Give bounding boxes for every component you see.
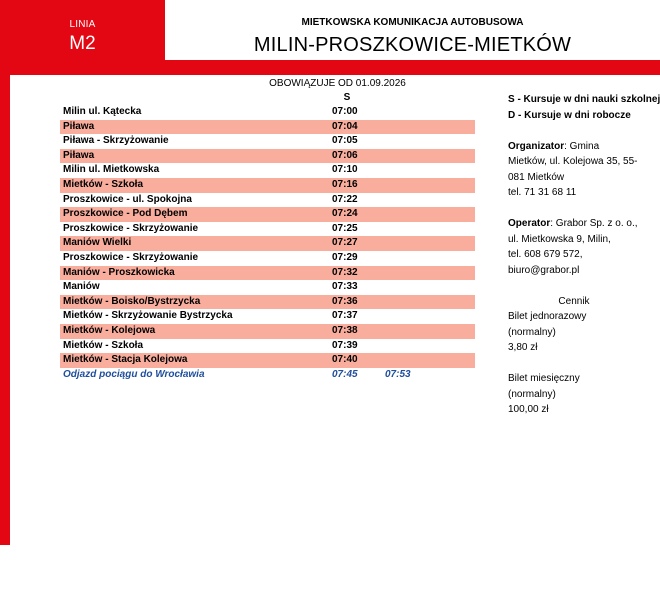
organizer-block bbox=[508, 139, 660, 201]
stop-name: Proszkowice - Pod Dębem bbox=[63, 208, 188, 220]
departure-time: 07:27 bbox=[332, 237, 358, 249]
table-row bbox=[60, 134, 475, 149]
table-row bbox=[60, 193, 475, 208]
stop-name: Milin ul. Kątecka bbox=[63, 106, 142, 117]
info-panel bbox=[508, 92, 660, 418]
stop-name: Maniów Wielki bbox=[63, 237, 132, 249]
departure-time: 07:00 bbox=[332, 106, 358, 117]
organizer-line3: 081 Mietków bbox=[508, 171, 565, 183]
departure-time: 07:29 bbox=[332, 251, 358, 263]
stop-name: Piława bbox=[63, 120, 95, 132]
table-row bbox=[60, 251, 475, 266]
table-row bbox=[60, 149, 475, 164]
departure-time: 07:33 bbox=[332, 281, 358, 293]
stop-name: Proszkowice - Skrzyżowanie bbox=[63, 251, 199, 263]
company-name: MIETKOWSKA KOMUNIKACJA AUTOBUSOWA bbox=[301, 17, 524, 28]
stop-name: Mietków - Kolejowa bbox=[63, 324, 156, 336]
line-label: LINIA bbox=[69, 19, 96, 30]
table-row bbox=[60, 353, 475, 368]
table-row bbox=[60, 324, 475, 339]
stop-name: Maniów bbox=[63, 281, 100, 293]
table-row bbox=[60, 309, 475, 324]
departure-time: 07:37 bbox=[332, 310, 358, 322]
organizer-label: Organizator bbox=[508, 140, 565, 152]
stop-name: Mietków - Skrzyżowanie Bystrzycka bbox=[63, 310, 233, 322]
monthly-ticket-type: (normalny) bbox=[508, 388, 556, 400]
monthly-ticket-price: 100,00 zł bbox=[508, 404, 549, 415]
stop-name: Piława bbox=[63, 149, 95, 161]
legend-d: D - Kursuje w dni robocze bbox=[508, 109, 631, 121]
operator-line3: tel. 608 679 572, bbox=[508, 249, 583, 260]
operator-line1: : Grabor Sp. z o. o., bbox=[550, 218, 638, 229]
table-row bbox=[60, 339, 475, 354]
column-header-s: S bbox=[343, 92, 351, 103]
departure-time: 07:40 bbox=[332, 354, 358, 366]
departure-time: 07:05 bbox=[332, 135, 358, 147]
single-ticket-label: Bilet jednorazowy bbox=[508, 311, 587, 322]
operator-block bbox=[508, 216, 660, 278]
stop-name: Mietków - Szkoła bbox=[63, 339, 144, 351]
organizer-line4: tel. 71 31 68 11 bbox=[508, 187, 577, 198]
train-label: Odjazd pociągu do Wrocławia bbox=[63, 368, 205, 380]
single-ticket-type: (normalny) bbox=[508, 326, 556, 338]
departure-time: 07:22 bbox=[332, 193, 358, 205]
stop-name: Milin ul. Mietkowska bbox=[63, 164, 160, 176]
departure-time: 07:16 bbox=[332, 178, 358, 190]
table-row bbox=[60, 295, 475, 310]
left-red-stripe bbox=[0, 0, 10, 545]
organizer-line2: Mietków, ul. Kolejowa 35, 55- bbox=[508, 156, 638, 167]
header-red-band bbox=[0, 60, 660, 75]
monthly-ticket-label: Bilet miesięczny bbox=[508, 373, 580, 384]
table-row bbox=[60, 207, 475, 222]
table-row bbox=[60, 222, 475, 237]
stop-name: Piława - Skrzyżowanie bbox=[63, 135, 169, 147]
operator-line2: ul. Mietkowska 9, Milin, bbox=[508, 233, 611, 245]
table-row bbox=[60, 105, 475, 120]
table-row bbox=[60, 280, 475, 295]
stop-name: Mietków - Szkoła bbox=[63, 178, 144, 190]
table-row bbox=[60, 178, 475, 193]
price-list-title: Cennik bbox=[558, 295, 590, 307]
departure-time: 07:06 bbox=[332, 149, 358, 161]
legend-s: S - Kursuje w dni nauki szkolnej bbox=[508, 94, 660, 105]
valid-from-date: OBOWIĄZUJE OD 01.09.2026 bbox=[269, 78, 406, 89]
table-row bbox=[60, 120, 475, 135]
departure-time: 07:32 bbox=[332, 266, 358, 278]
departure-time: 07:25 bbox=[332, 222, 358, 234]
timetable bbox=[60, 105, 475, 382]
departure-time: 07:38 bbox=[332, 324, 358, 336]
stop-name: Mietków - Boisko/Bystrzycka bbox=[63, 295, 201, 307]
departure-time: 07:04 bbox=[332, 120, 358, 132]
train-connection-row bbox=[60, 368, 475, 383]
table-row bbox=[60, 163, 475, 178]
table-row bbox=[60, 236, 475, 251]
departure-time: 07:36 bbox=[332, 295, 358, 307]
line-badge bbox=[0, 0, 165, 60]
train-time-1: 07:45 bbox=[332, 368, 358, 380]
price-list bbox=[508, 294, 660, 418]
stop-name: Maniów - Proszkowicka bbox=[63, 266, 175, 278]
stop-name: Proszkowice - Skrzyżowanie bbox=[63, 222, 199, 234]
table-row bbox=[60, 266, 475, 281]
route-title: MILIN-PROSZKOWICE-MIETKÓW bbox=[253, 34, 572, 56]
stop-name: Mietków - Stacja Kolejowa bbox=[63, 354, 188, 366]
departure-time: 07:39 bbox=[332, 339, 358, 351]
organizer-line1: : Gmina bbox=[564, 140, 600, 152]
departure-time: 07:24 bbox=[332, 208, 358, 220]
operator-label: Operator bbox=[508, 218, 551, 229]
train-time-2: 07:53 bbox=[385, 368, 411, 380]
departure-time: 07:10 bbox=[332, 164, 358, 176]
single-ticket-price: 3,80 zł bbox=[508, 342, 538, 353]
stop-name: Proszkowice - ul. Spokojna bbox=[63, 193, 192, 205]
line-number: M2 bbox=[69, 33, 96, 54]
operator-line4: biuro@grabor.pl bbox=[508, 264, 580, 276]
